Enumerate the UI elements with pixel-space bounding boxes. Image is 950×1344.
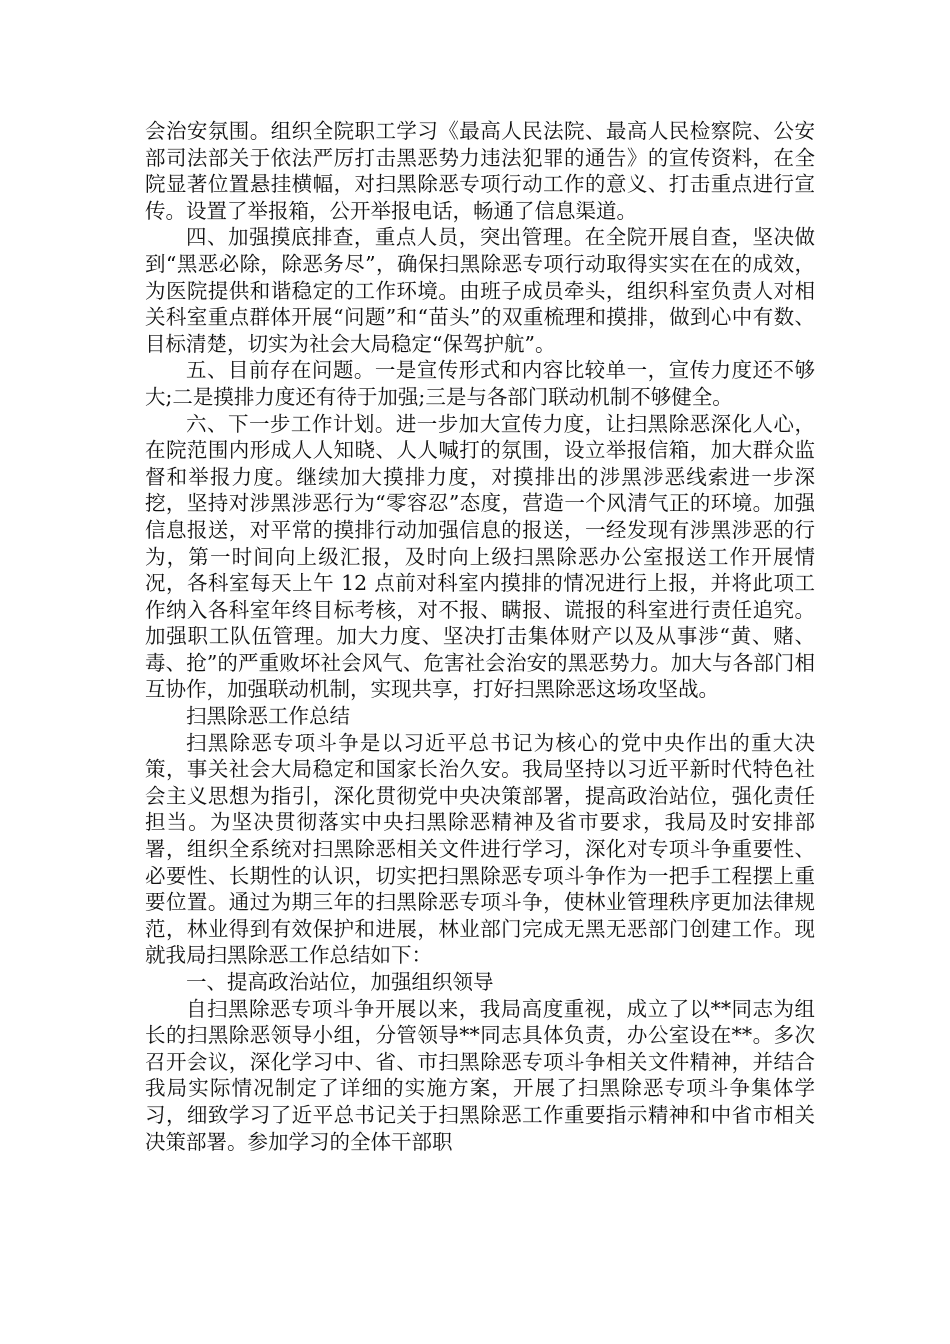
paragraph-section-1-body: 自扫黑除恶专项斗争开展以来，我局高度重视，成立了以**同志为组长的扫黑除恶领导小组，分管领导**同志具体负责，办公室设在**。多次召开会议，深化学习中、省、市扫黑除恶专项斗争相关文件精神，并结合我局实际情况制定了详细的实施方案，开展了扫黑除恶专项斗争集体学习，细致学习了近平总书记关于扫黑除恶工作重要指示精神和中省市相关决策部署。参加学习的全体干部职 (145, 996, 815, 1154)
paragraph-intro: 扫黑除恶专项斗争是以习近平总书记为核心的党中央作出的重大决策，事关社会大局稳定和国家长治久安。我局坚持以习近平新时代特色社会主义思想为指引，深化贯彻党中央决策部署，提高政治站位，强化责任担当。为坚决贯彻落实中央扫黑除恶精神及省市要求，我局及时安排部署，组织全系统对扫黑除恶相关文件进行学习，深化对专项斗争重要性、必要性、长期性的认识，切实把扫黑除恶专项斗争作为一把手工程摆上重要位置。通过为期三年的扫黑除恶专项斗争，使林业管理秩序更加法律规范，林业得到有效保护和进展，林业部门完成无黑无恶部门创建工作。现就我局扫黑除恶工作总结如下： (145, 730, 815, 968)
paragraph-section-6: 六、下一步工作计划。进一步加大宣传力度，让扫黑除恶深化人心，在院范围内形成人人知晓、人人喊打的氛围，设立举报信箱，加大群众监督和举报力度。继续加大摸排力度，对摸排出的涉黑涉恶线索进一步深挖，坚持对涉黑涉恶行为“零容忍”态度，营造一个风清气正的环境。加强信息报送，对平常的摸排行动加强信息的报送，一经发现有涉黑涉恶的行为，第一时间向上级汇报，及时向上级扫黑除恶办公室报送工作开展情况，各科室每天上午 12 点前对科室内摸排的情况进行上报，并将此项工作纳入各科室年终目标考核，对不报、瞒报、谎报的科室进行责任追究。加强职工队伍管理。加大力度、坚决打击集体财产以及从事涉“黄、赌、毒、抢”的严重败坏社会风气、危害社会治安的黑恶势力。加大与各部门相互协作，加强联动机制，实现共享，打好扫黑除恶这场攻坚战。 (145, 411, 815, 702)
document-body (145, 118, 815, 1155)
paragraph-publicity: 会治安氛围。组织全院职工学习《最高人民法院、最高人民检察院、公安部司法部关于依法严厉打击黑恶势力违法犯罪的通告》的宣传资料，在全院显著位置悬挂横幅，对扫黑除恶专项行动工作的意义、打击重点进行宣传。设置了举报箱，公开举报电话，畅通了信息渠道。 (145, 119, 815, 223)
document-title: 扫黑除恶工作总结 (186, 704, 350, 729)
paragraph-section-4: 四、加强摸底排查，重点人员，突出管理。在全院开展自查，坚决做到“黑恶必除，除恶务尽”，确保扫黑除恶专项行动取得实实在在的成效，为医院提供和谐稳定的工作环境。由班子成员牵头，组织科室负责人对相关科室重点群体开展“问题”和“苗头”的双重梳理和摸排，做到心中有数、目标清楚，切实为社会大局稳定“保驾护航”。 (145, 225, 815, 356)
paragraph-section-5: 五、目前存在问题。一是宣传形式和内容比较单一，宣传力度还不够大;二是摸排力度还有待于加强;三是与各部门联动机制不够健全。 (145, 358, 815, 409)
section-heading-1: 一、提高政治站位，加强组织领导 (186, 970, 494, 994)
